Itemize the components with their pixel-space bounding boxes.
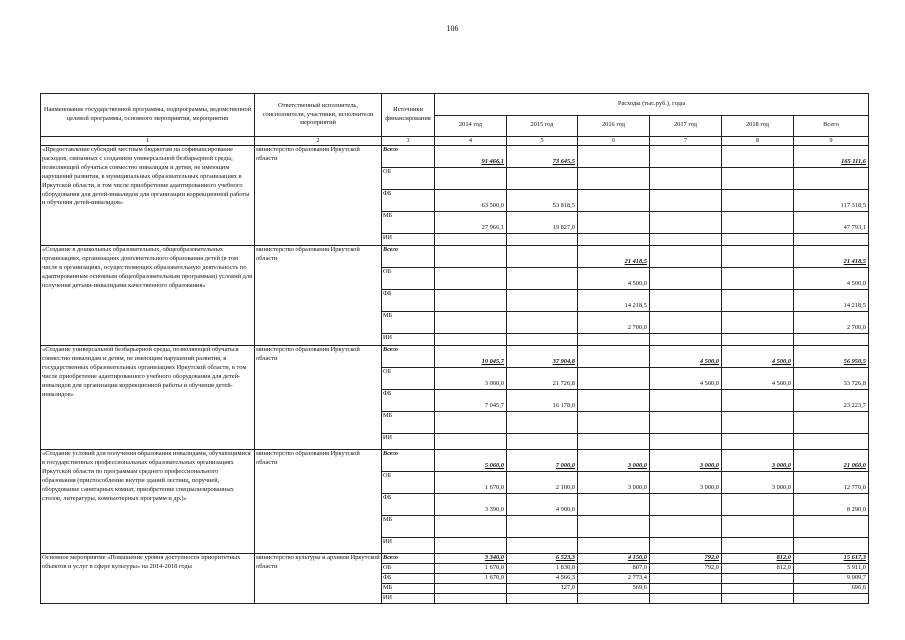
amount-cell (507, 334, 578, 346)
amount-cell (794, 434, 869, 450)
amount-cell: 2 700,0 (578, 312, 650, 334)
amount-cell (650, 583, 722, 593)
amount-cell (722, 190, 794, 212)
amount-cell (435, 334, 507, 346)
funding-source: МБ (382, 412, 435, 434)
amount-cell (578, 346, 650, 368)
amount-cell (794, 168, 869, 190)
amount-cell: 23 223,7 (794, 390, 869, 412)
amount-cell (435, 234, 507, 246)
funding-source: ОБ (382, 168, 435, 190)
table-body (41, 146, 869, 604)
amount-cell: 14 218,5 (794, 290, 869, 312)
funding-source: МБ (382, 516, 435, 538)
amount-cell: 1 670,0 (435, 573, 507, 583)
amount-cell: 3 000,0 (650, 450, 722, 472)
funding-source: ОБ (382, 472, 435, 494)
amount-cell (650, 412, 722, 434)
amount-cell (650, 246, 722, 268)
funding-source: ФБ (382, 190, 435, 212)
executor: министерство культуры и архивов Иркутской области (255, 554, 382, 604)
header-year: 2015 год (507, 115, 578, 137)
amount-cell (578, 412, 650, 434)
amount-cell: 4 500,0 (794, 268, 869, 290)
amount-cell (722, 234, 794, 246)
amount-cell (435, 593, 507, 603)
column-index: 9 (794, 137, 869, 146)
amount-cell: 1 670,0 (435, 563, 507, 573)
amount-cell: 21 060,0 (794, 450, 869, 472)
amount-cell: 165 111,6 (794, 146, 869, 168)
program-name: «Предоставление субсидий местным бюджетам на софинансирование расходов, связанных с созданием универсальной безбарьерной среды, позволяющей обучаться совместно инвалидам и детям, не имеющим нарушений развития, в муниципальных образовательных организациях в Иркутской области, в том числе приобретение адаптированного учебного оборудования для детей-инвалидов для организации коррекционной работы и обучения детей-инвалидов» (41, 146, 255, 246)
amount-cell: 19 827,0 (507, 212, 578, 234)
column-index: 7 (650, 137, 722, 146)
amount-cell (578, 212, 650, 234)
amount-cell: 21 418,5 (578, 246, 650, 268)
amount-cell: 4 500,0 (578, 268, 650, 290)
amount-cell: 7 045,7 (435, 390, 507, 412)
funding-source: МБ (382, 212, 435, 234)
amount-cell: 2 773,4 (578, 573, 650, 583)
amount-cell (435, 516, 507, 538)
amount-cell: 12 770,0 (794, 472, 869, 494)
amount-cell (650, 516, 722, 538)
amount-cell (578, 516, 650, 538)
amount-cell: 14 218,5 (578, 290, 650, 312)
column-index: 2 (255, 137, 382, 146)
header-expenditures: Расходы (тыс.руб.), годы (435, 94, 869, 116)
funding-source: Всего (382, 346, 435, 368)
funding-source: ИИ (382, 593, 435, 603)
header-total: Всего (794, 115, 869, 137)
amount-cell: 8 290,0 (794, 494, 869, 516)
funding-source: ИИ (382, 538, 435, 554)
amount-cell: 56 950,5 (794, 346, 869, 368)
amount-cell: 91 466,1 (435, 146, 507, 168)
funding-source: ФБ (382, 494, 435, 516)
column-index: 8 (722, 137, 794, 146)
header-year: 2016 год (578, 115, 650, 137)
amount-cell (650, 334, 722, 346)
amount-cell: 5 911,0 (794, 563, 869, 573)
column-index: 3 (382, 137, 435, 146)
amount-cell: 1 670,0 (435, 472, 507, 494)
funding-source: ФБ (382, 390, 435, 412)
amount-cell: 812,0 (722, 554, 794, 564)
amount-cell (578, 538, 650, 554)
funding-source: ФБ (382, 573, 435, 583)
funding-source: ФБ (382, 290, 435, 312)
amount-cell (578, 593, 650, 603)
amount-cell (507, 268, 578, 290)
funding-source: МБ (382, 583, 435, 593)
amount-cell (435, 246, 507, 268)
amount-cell: 16 178,0 (507, 390, 578, 412)
amount-cell (650, 290, 722, 312)
amount-cell: 21 726,8 (507, 368, 578, 390)
header-program-name: Наименование государственной программы, подпрограммы, ведомственной целевой программы, основного мероприятия, мероприятия (41, 94, 255, 137)
amount-cell (722, 246, 794, 268)
executor: министерство образования Иркутской области (255, 346, 382, 450)
funding-source: ИИ (382, 234, 435, 246)
funding-source: Всего (382, 554, 435, 564)
amount-cell (507, 434, 578, 450)
amount-cell (722, 573, 794, 583)
amount-cell (507, 290, 578, 312)
executor: министерство образования Иркутской области (255, 450, 382, 554)
header-year: 2014 год (435, 115, 507, 137)
amount-cell (794, 538, 869, 554)
amount-cell (507, 312, 578, 334)
table-row (41, 554, 869, 564)
amount-cell: 3 390,0 (435, 494, 507, 516)
amount-cell: 5 060,0 (435, 450, 507, 472)
amount-cell (507, 412, 578, 434)
amount-cell: 27 966,1 (435, 212, 507, 234)
amount-cell (507, 246, 578, 268)
amount-cell: 47 793,1 (794, 212, 869, 234)
amount-cell (650, 434, 722, 450)
amount-cell (722, 583, 794, 593)
amount-cell (722, 390, 794, 412)
amount-cell (794, 412, 869, 434)
amount-cell: 792,0 (650, 563, 722, 573)
funding-source: ИИ (382, 334, 435, 346)
amount-cell (722, 146, 794, 168)
amount-cell: 4 150,0 (578, 554, 650, 564)
amount-cell (722, 290, 794, 312)
amount-cell: 53 818,5 (507, 190, 578, 212)
amount-cell (507, 593, 578, 603)
funding-source: Всего (382, 146, 435, 168)
amount-cell: 812,0 (722, 563, 794, 573)
amount-cell: 9 009,7 (794, 573, 869, 583)
page-number: 106 (446, 24, 459, 33)
column-index: 1 (41, 137, 255, 146)
amount-cell (650, 494, 722, 516)
amount-cell (722, 494, 794, 516)
amount-cell (650, 268, 722, 290)
amount-cell (650, 593, 722, 603)
program-name: «Создание в дошкольных образовательных, общеобразовательных организациях, организациях дополнительного образования детей (в том числе в организациях, осуществляющих образовательную деятельность по адаптированным основным общеобразовательным программам) условий для получения детьми-инвалидами качественного образования» (41, 246, 255, 346)
amount-cell: 696,6 (794, 583, 869, 593)
funding-source: ОБ (382, 563, 435, 573)
amount-cell (578, 334, 650, 346)
amount-cell: 4 500,0 (650, 346, 722, 368)
amount-cell: 10 045,7 (435, 346, 507, 368)
program-name: Основное мероприятие «Повышение уровня доступности приоритетных объектов и услуг в сфере культуры» на 2014-2018 годы (41, 554, 255, 604)
amount-cell: 569,6 (578, 583, 650, 593)
amount-cell (578, 494, 650, 516)
amount-cell (435, 412, 507, 434)
executor: министерство образования Иркутской области (255, 246, 382, 346)
amount-cell: 117 318,5 (794, 190, 869, 212)
amount-cell: 1 830,0 (507, 563, 578, 573)
amount-cell: 3 000,0 (722, 450, 794, 472)
amount-cell: 3 000,0 (435, 368, 507, 390)
amount-cell: 4 900,0 (507, 494, 578, 516)
amount-cell (650, 212, 722, 234)
amount-cell: 4 500,0 (722, 368, 794, 390)
amount-cell: 6 523,3 (507, 554, 578, 564)
amount-cell (578, 234, 650, 246)
amount-cell (650, 146, 722, 168)
amount-cell (578, 146, 650, 168)
amount-cell: 792,0 (650, 554, 722, 564)
program-name: «Создание универсальной безбарьерной среды, позволяющей обучаться совместно инвалидам и детям, не имеющим нарушений развития, в государственных образовательных организациях Иркутской области, в том числе приобретение адаптированного учебного оборудования для детей-инвалидов для организации коррекционной работы и обучения детей-инвалидов» (41, 346, 255, 450)
amount-cell (722, 312, 794, 334)
amount-cell: 3 000,0 (578, 472, 650, 494)
amount-cell: 4 500,0 (650, 368, 722, 390)
table-row (41, 146, 869, 168)
table-row (41, 346, 869, 368)
amount-cell (650, 573, 722, 583)
amount-cell: 15 617,3 (794, 554, 869, 564)
funding-source: Всего (382, 246, 435, 268)
amount-cell (435, 434, 507, 450)
amount-cell (794, 593, 869, 603)
amount-cell (435, 538, 507, 554)
header-funding-source: Источники финансирования (382, 94, 435, 137)
amount-cell: 3 000,0 (722, 472, 794, 494)
amount-cell: 3 000,0 (650, 472, 722, 494)
amount-cell (650, 190, 722, 212)
amount-cell: 7 000,0 (507, 450, 578, 472)
amount-cell: 21 418,5 (794, 246, 869, 268)
amount-cell (507, 516, 578, 538)
amount-cell (722, 412, 794, 434)
amount-cell (794, 234, 869, 246)
amount-cell (722, 212, 794, 234)
amount-cell: 73 645,5 (507, 146, 578, 168)
expenditure-table (40, 93, 869, 604)
header-year: 2017 год (650, 115, 722, 137)
amount-cell (722, 268, 794, 290)
column-index: 4 (435, 137, 507, 146)
amount-cell (722, 593, 794, 603)
amount-cell (722, 434, 794, 450)
amount-cell (722, 334, 794, 346)
funding-source: ИИ (382, 434, 435, 450)
amount-cell: 2 100,0 (507, 472, 578, 494)
executor: министерство образования Иркутской области (255, 146, 382, 246)
amount-cell: 3 000,0 (578, 450, 650, 472)
program-name: «Создание условий для получения образования инвалидами, обучающимися в государственных профессиональных образовательных организациях Иркутской области по программам среднего профессионального образования (приспособление внутри зданий лестниц, поручней, оборудование санитарных комнат, приобретение специализированных столов, литературы, компьютерных программ и др.)» (41, 450, 255, 554)
amount-cell (578, 190, 650, 212)
amount-cell (722, 168, 794, 190)
amount-cell (650, 234, 722, 246)
funding-source: Всего (382, 450, 435, 472)
amount-cell: 127,0 (507, 583, 578, 593)
amount-cell (650, 538, 722, 554)
amount-cell (435, 268, 507, 290)
amount-cell (650, 390, 722, 412)
amount-cell (578, 390, 650, 412)
header-year: 2018 год (722, 115, 794, 137)
table-row (41, 246, 869, 268)
amount-cell (507, 234, 578, 246)
header-executor: Ответственный исполнитель, соисполнители, участники, исполнители мероприятий (255, 94, 382, 137)
column-index: 5 (507, 137, 578, 146)
amount-cell (722, 516, 794, 538)
amount-cell (507, 538, 578, 554)
amount-cell: 63 500,0 (435, 190, 507, 212)
amount-cell (435, 290, 507, 312)
amount-cell: 3 340,0 (435, 554, 507, 564)
amount-cell (794, 516, 869, 538)
amount-cell (794, 334, 869, 346)
amount-cell (578, 368, 650, 390)
amount-cell: 33 726,8 (794, 368, 869, 390)
amount-cell: 4 500,0 (722, 346, 794, 368)
amount-cell (435, 583, 507, 593)
amount-cell (578, 434, 650, 450)
funding-source: ОБ (382, 268, 435, 290)
funding-source: ОБ (382, 368, 435, 390)
amount-cell (435, 168, 507, 190)
amount-cell: 2 700,0 (794, 312, 869, 334)
amount-cell: 807,0 (578, 563, 650, 573)
amount-cell (507, 168, 578, 190)
amount-cell (435, 312, 507, 334)
funding-source: МБ (382, 312, 435, 334)
amount-cell: 37 904,8 (507, 346, 578, 368)
table-row (41, 450, 869, 472)
amount-cell (650, 168, 722, 190)
amount-cell: 4 566,3 (507, 573, 578, 583)
amount-cell (722, 538, 794, 554)
column-index: 6 (578, 137, 650, 146)
amount-cell (578, 168, 650, 190)
amount-cell (650, 312, 722, 334)
